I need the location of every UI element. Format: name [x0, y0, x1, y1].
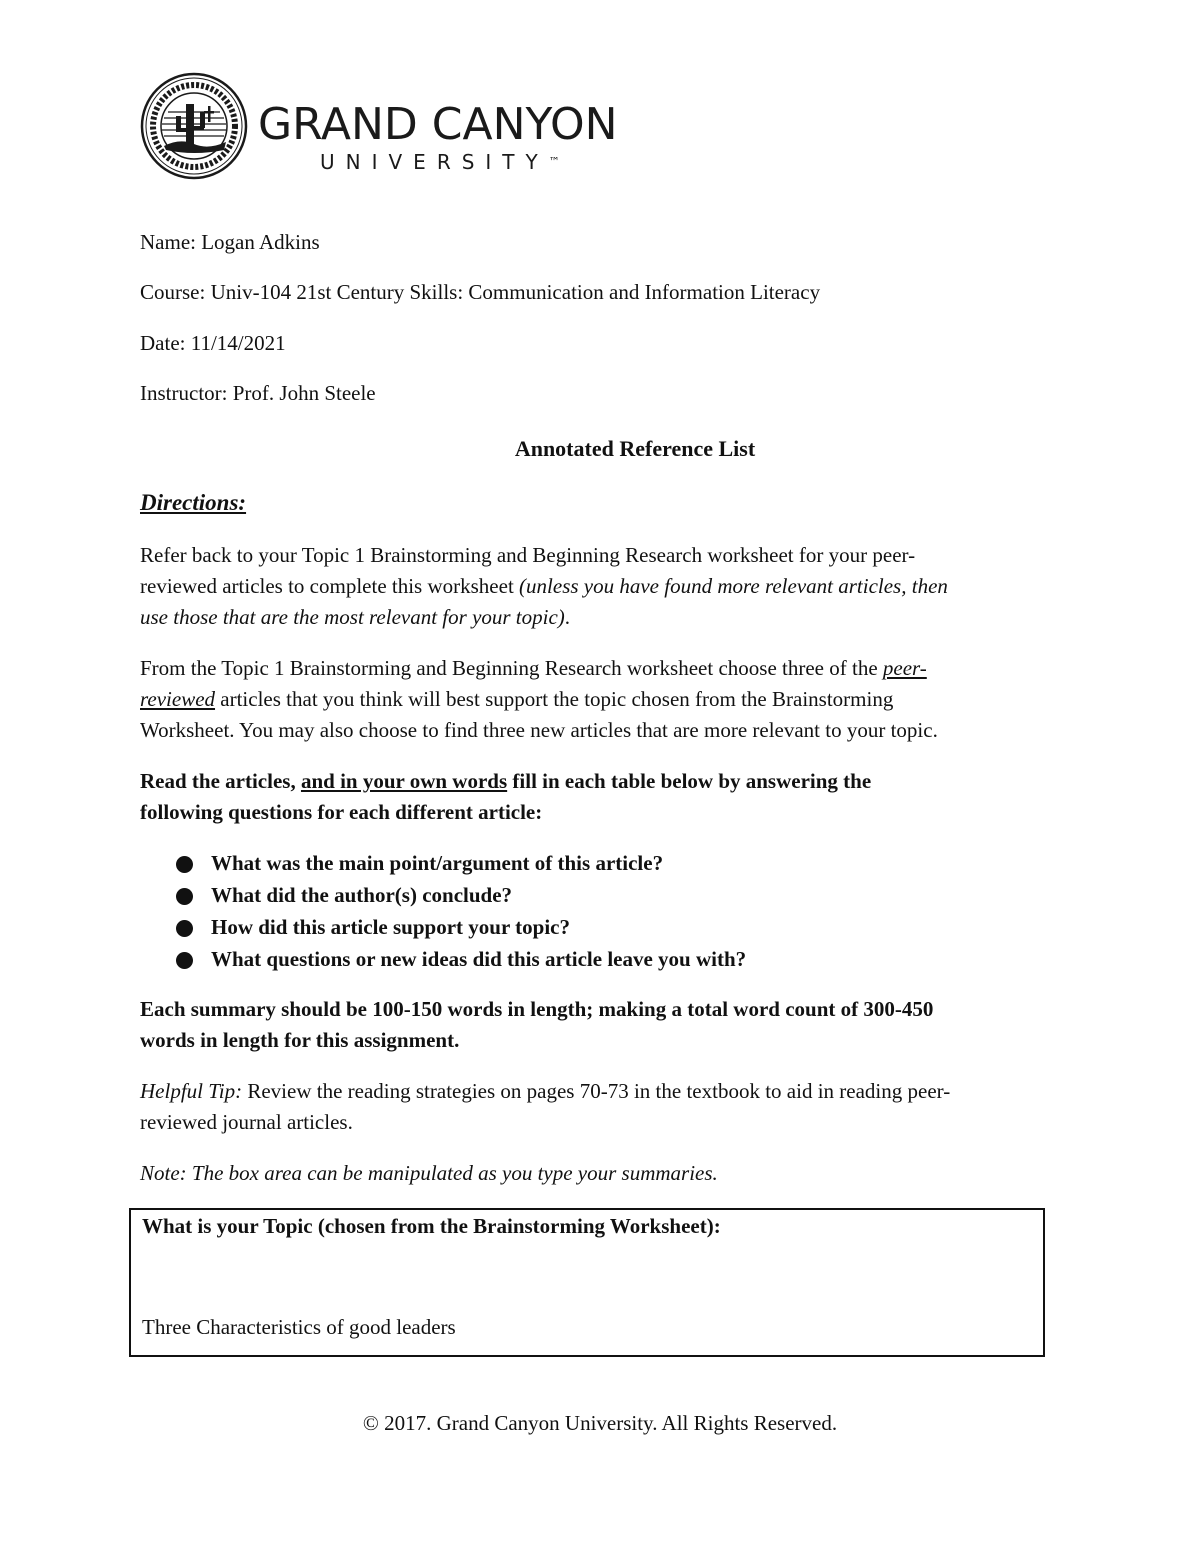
- peer-reviewed-emphasis-1: peer-: [882, 656, 927, 680]
- para3-line1-b: fill in each table below by answering the: [507, 769, 872, 793]
- logo-wordmark-line1: GRAND CANYON: [258, 99, 618, 150]
- para1-line2-text: reviewed articles to complete this worksheet: [140, 574, 520, 598]
- question-text: What questions or new ideas did this article leave you with?: [211, 947, 747, 971]
- date-line: Date: 11/14/2021: [140, 331, 286, 355]
- para4-line2: words in length for this assignment.: [140, 1028, 460, 1052]
- question-text: What did the author(s) conclude?: [211, 883, 513, 907]
- para1-line2: [140, 571, 948, 602]
- peer-reviewed-emphasis-2: reviewed: [140, 687, 216, 711]
- instructor-line: Instructor: Prof. John Steele: [140, 381, 376, 405]
- para3-line2: following questions for each different article:: [140, 800, 543, 824]
- topic-answer[interactable]: Three Characteristics of good leaders: [142, 1315, 456, 1339]
- para3-line1: [140, 766, 871, 797]
- para1-line3-end: .: [564, 605, 571, 629]
- para1-line1: Refer back to your Topic 1 Brainstorming and Beginning Research worksheet for your peer-: [140, 543, 916, 567]
- university-seal-logo: [140, 72, 248, 180]
- para1-line3-italic: use those that are the most relevant for your topic): [140, 605, 565, 629]
- question-text: How did this article support your topic?: [211, 915, 570, 939]
- bullet-dot-icon: [176, 952, 193, 969]
- student-name: Name: Logan Adkins: [140, 230, 320, 254]
- topic-box[interactable]: [129, 1208, 1045, 1357]
- page-title: Annotated Reference List: [514, 436, 756, 461]
- tip-text: Review the reading strategies on pages 70-73 in the textbook to aid in reading peer-: [242, 1079, 951, 1103]
- course-line: Course: Univ-104 21st Century Skills: Communication and Information Literacy: [140, 280, 821, 304]
- own-words-emphasis: and in your own words: [300, 769, 508, 793]
- para2-line2-text: articles that you think will best support the topic chosen from the Brainstorming: [215, 687, 894, 711]
- list-item: [175, 911, 746, 943]
- question-list: [175, 847, 746, 975]
- trademark-symbol: ™: [548, 155, 560, 168]
- topic-question: What is your Topic (chosen from the Brainstorming Worksheet):: [142, 1214, 721, 1238]
- tip-line1: [140, 1076, 950, 1107]
- logo-wordmark-line2: [320, 150, 560, 174]
- para4-line1: Each summary should be 100-150 words in length; making a total word count of 300-450: [140, 997, 934, 1021]
- question-text: What was the main point/argument of this article?: [211, 851, 664, 875]
- tip-line2: reviewed journal articles.: [140, 1110, 353, 1134]
- para2-line3: Worksheet. You may also choose to find three new articles that are more relevant to your topic.: [140, 718, 938, 742]
- directions-heading: Directions:: [140, 490, 247, 515]
- bullet-dot-icon: [176, 888, 193, 905]
- list-item: [175, 847, 746, 879]
- note-line: Note: The box area can be manipulated as you type your summaries.: [140, 1161, 718, 1185]
- list-item: [175, 879, 746, 911]
- para1-line2-italic: (unless you have found more relevant articles, then: [519, 574, 948, 598]
- para3-line1-a: Read the articles,: [140, 769, 301, 793]
- para1-line3: [140, 602, 570, 633]
- para2-line1: [140, 653, 927, 684]
- bullet-dot-icon: [176, 920, 193, 937]
- list-item: [175, 943, 746, 975]
- tip-label: Helpful Tip:: [140, 1079, 243, 1103]
- copyright-footer: © 2017. Grand Canyon University. All Rights Reserved.: [362, 1411, 838, 1435]
- para2-line1-text: From the Topic 1 Brainstorming and Beginning Research worksheet choose three of the: [140, 656, 883, 680]
- para2-line2: [140, 684, 893, 715]
- bullet-dot-icon: [176, 856, 193, 873]
- logo-wordmark-university: UNIVERSITY: [320, 150, 549, 174]
